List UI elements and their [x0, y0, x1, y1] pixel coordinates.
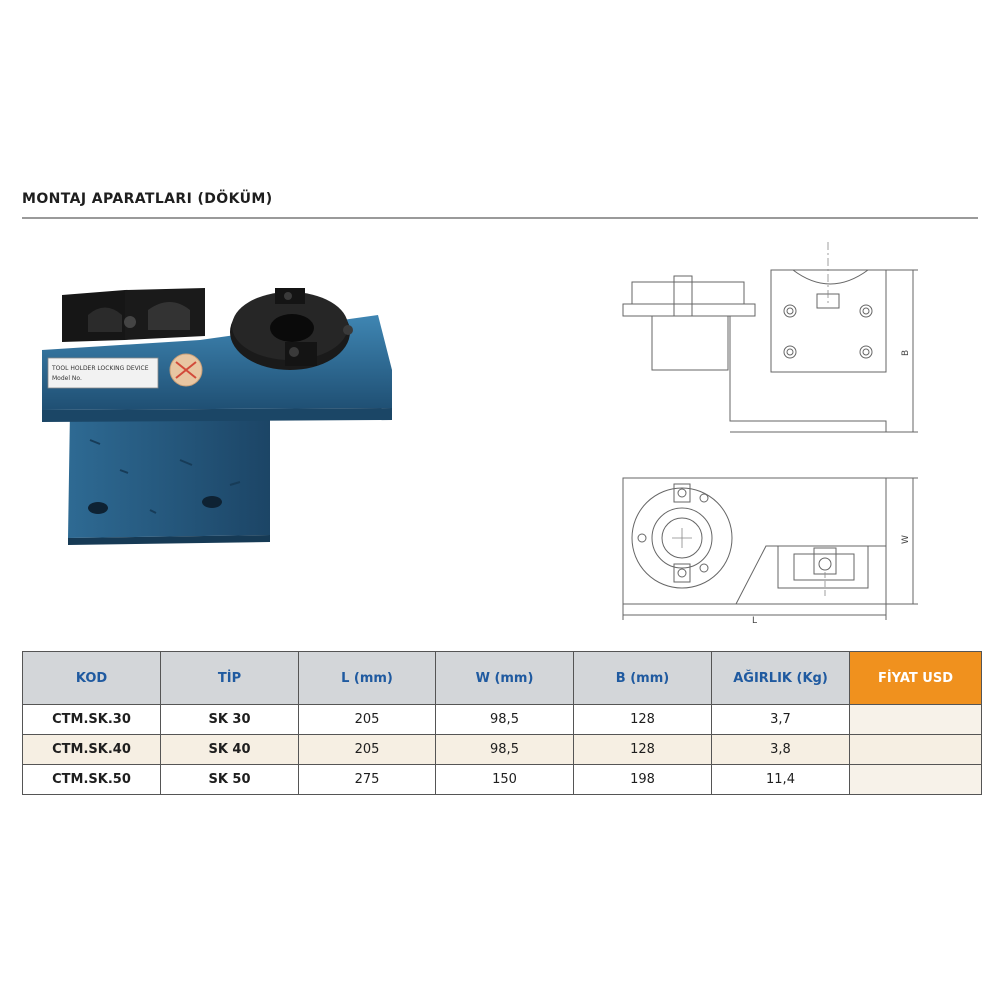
title-divider: [22, 217, 978, 219]
dim-label-l: L: [752, 616, 758, 626]
cell-w: 98,5: [436, 705, 574, 735]
cell-price: [850, 765, 982, 795]
cell-price: [850, 735, 982, 765]
cell-w: 98,5: [436, 735, 574, 765]
product-photo: [30, 270, 402, 552]
dim-label-w: W: [901, 535, 911, 544]
cell-l: 205: [299, 735, 436, 765]
cell-weight: 3,7: [712, 705, 850, 735]
table-header-row: [23, 652, 982, 705]
cell-l: 275: [299, 765, 436, 795]
col-header-w: W (mm): [436, 652, 574, 705]
cell-kod: CTM.SK.30: [23, 705, 161, 735]
table-row: [23, 735, 982, 765]
cell-kod: CTM.SK.40: [23, 735, 161, 765]
col-header-weight: AĞIRLIK (Kg): [712, 652, 850, 705]
cell-price: [850, 705, 982, 735]
cell-b: 198: [574, 765, 712, 795]
col-header-kod: KOD: [23, 652, 161, 705]
col-header-tip: TİP: [161, 652, 299, 705]
svg-text:TOOL HOLDER LOCKING DEVICE: TOOL HOLDER LOCKING DEVICE: [52, 365, 149, 372]
cell-tip: SK 40: [161, 735, 299, 765]
cell-b: 128: [574, 705, 712, 735]
top-view-drawing: [618, 468, 930, 626]
cell-l: 205: [299, 705, 436, 735]
table-row: [23, 705, 982, 735]
cell-weight: 3,8: [712, 735, 850, 765]
cell-w: 150: [436, 765, 574, 795]
dim-label-b: B: [901, 349, 911, 356]
col-header-b: B (mm): [574, 652, 712, 705]
cell-kod: CTM.SK.50: [23, 765, 161, 795]
cell-tip: SK 50: [161, 765, 299, 795]
product-label: [48, 358, 158, 388]
svg-text:Model No.: Model No.: [52, 375, 82, 382]
side-view-drawing: [618, 236, 930, 444]
col-header-l: L (mm): [299, 652, 436, 705]
page-title: MONTAJ APARATLARI (DÖKÜM): [22, 191, 273, 207]
cell-b: 128: [574, 735, 712, 765]
col-header-price: FİYAT USD: [850, 652, 982, 705]
spec-table: [22, 651, 982, 795]
cell-weight: 11,4: [712, 765, 850, 795]
cell-tip: SK 30: [161, 705, 299, 735]
table-row: [23, 765, 982, 795]
